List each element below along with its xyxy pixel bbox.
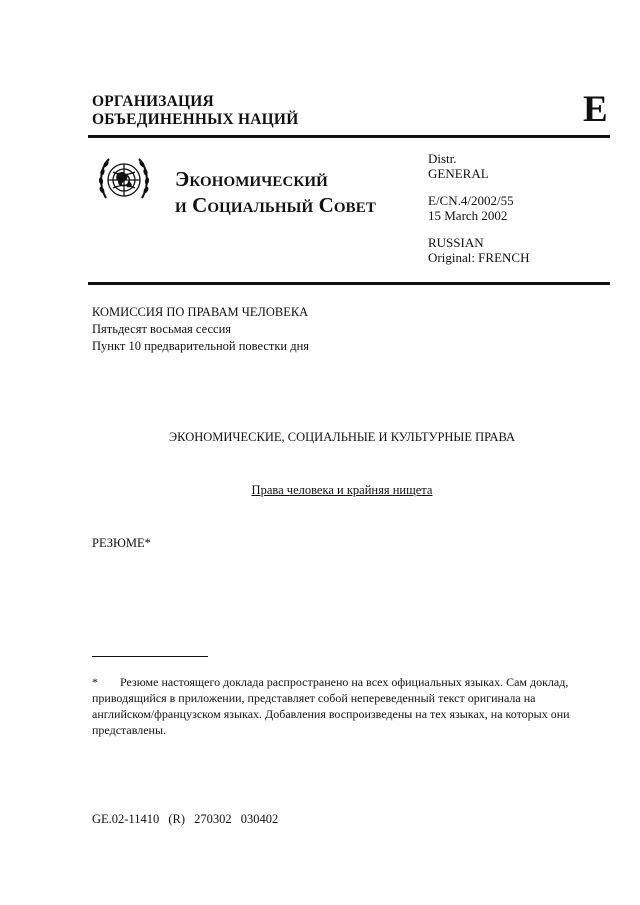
session-name: Пятьдесят восьмая сессия: [92, 322, 232, 336]
footnote: [92, 674, 570, 738]
distribution-block: [428, 151, 529, 265]
un-emblem-icon: [93, 150, 155, 212]
commission-block: [92, 304, 309, 355]
organization-name-line1: ОРГАНИЗАЦИЯ: [92, 93, 214, 110]
language-letter: E: [583, 89, 608, 130]
document-subtitle: Права человека и крайняя нищета: [251, 483, 433, 497]
document-symbol: E/CN.4/2002/55: [428, 193, 514, 208]
distr-value: GENERAL: [428, 166, 489, 181]
council-name-line2: и Социальный Совет: [175, 193, 376, 217]
organization-name-line2: ОБЪЕДИНЕННЫХ НАЦИЙ: [92, 111, 299, 128]
document-title: ЭКОНОМИЧЕСКИЕ, СОЦИАЛЬНЫЕ И КУЛЬТУРНЫЕ ПРАВА: [168, 430, 516, 444]
council-name-line1: Экономический: [175, 167, 328, 191]
footnote-marker: *: [92, 675, 98, 689]
header-top-rule: [88, 135, 610, 138]
document-language: RUSSIAN: [428, 235, 484, 250]
footnote-text: Резюме настоящего доклада распространено на всех официальных языках. Сам доклад, приводящийся в приложении, представляет собой непереведенный текст оригинала на английском/французском языках. Добавления воспроизведены на тех языках, на которых они представлены.: [92, 675, 570, 737]
organization-name: [92, 93, 298, 129]
council-name: [175, 166, 376, 218]
original-language: Original: FRENCH: [428, 250, 530, 265]
job-number: GE.02-11410 (R) 270302 030402: [92, 812, 279, 826]
section-heading: РЕЗЮМЕ*: [92, 536, 151, 550]
header-bottom-rule: [88, 282, 610, 285]
footnote-separator: [92, 656, 208, 657]
agenda-item: Пункт 10 предварительной повестки дня: [92, 339, 310, 353]
commission-name: КОМИССИЯ ПО ПРАВАМ ЧЕЛОВЕКА: [92, 305, 309, 319]
document-date: 15 March 2002: [428, 208, 508, 223]
distr-label: Distr.: [428, 151, 457, 166]
